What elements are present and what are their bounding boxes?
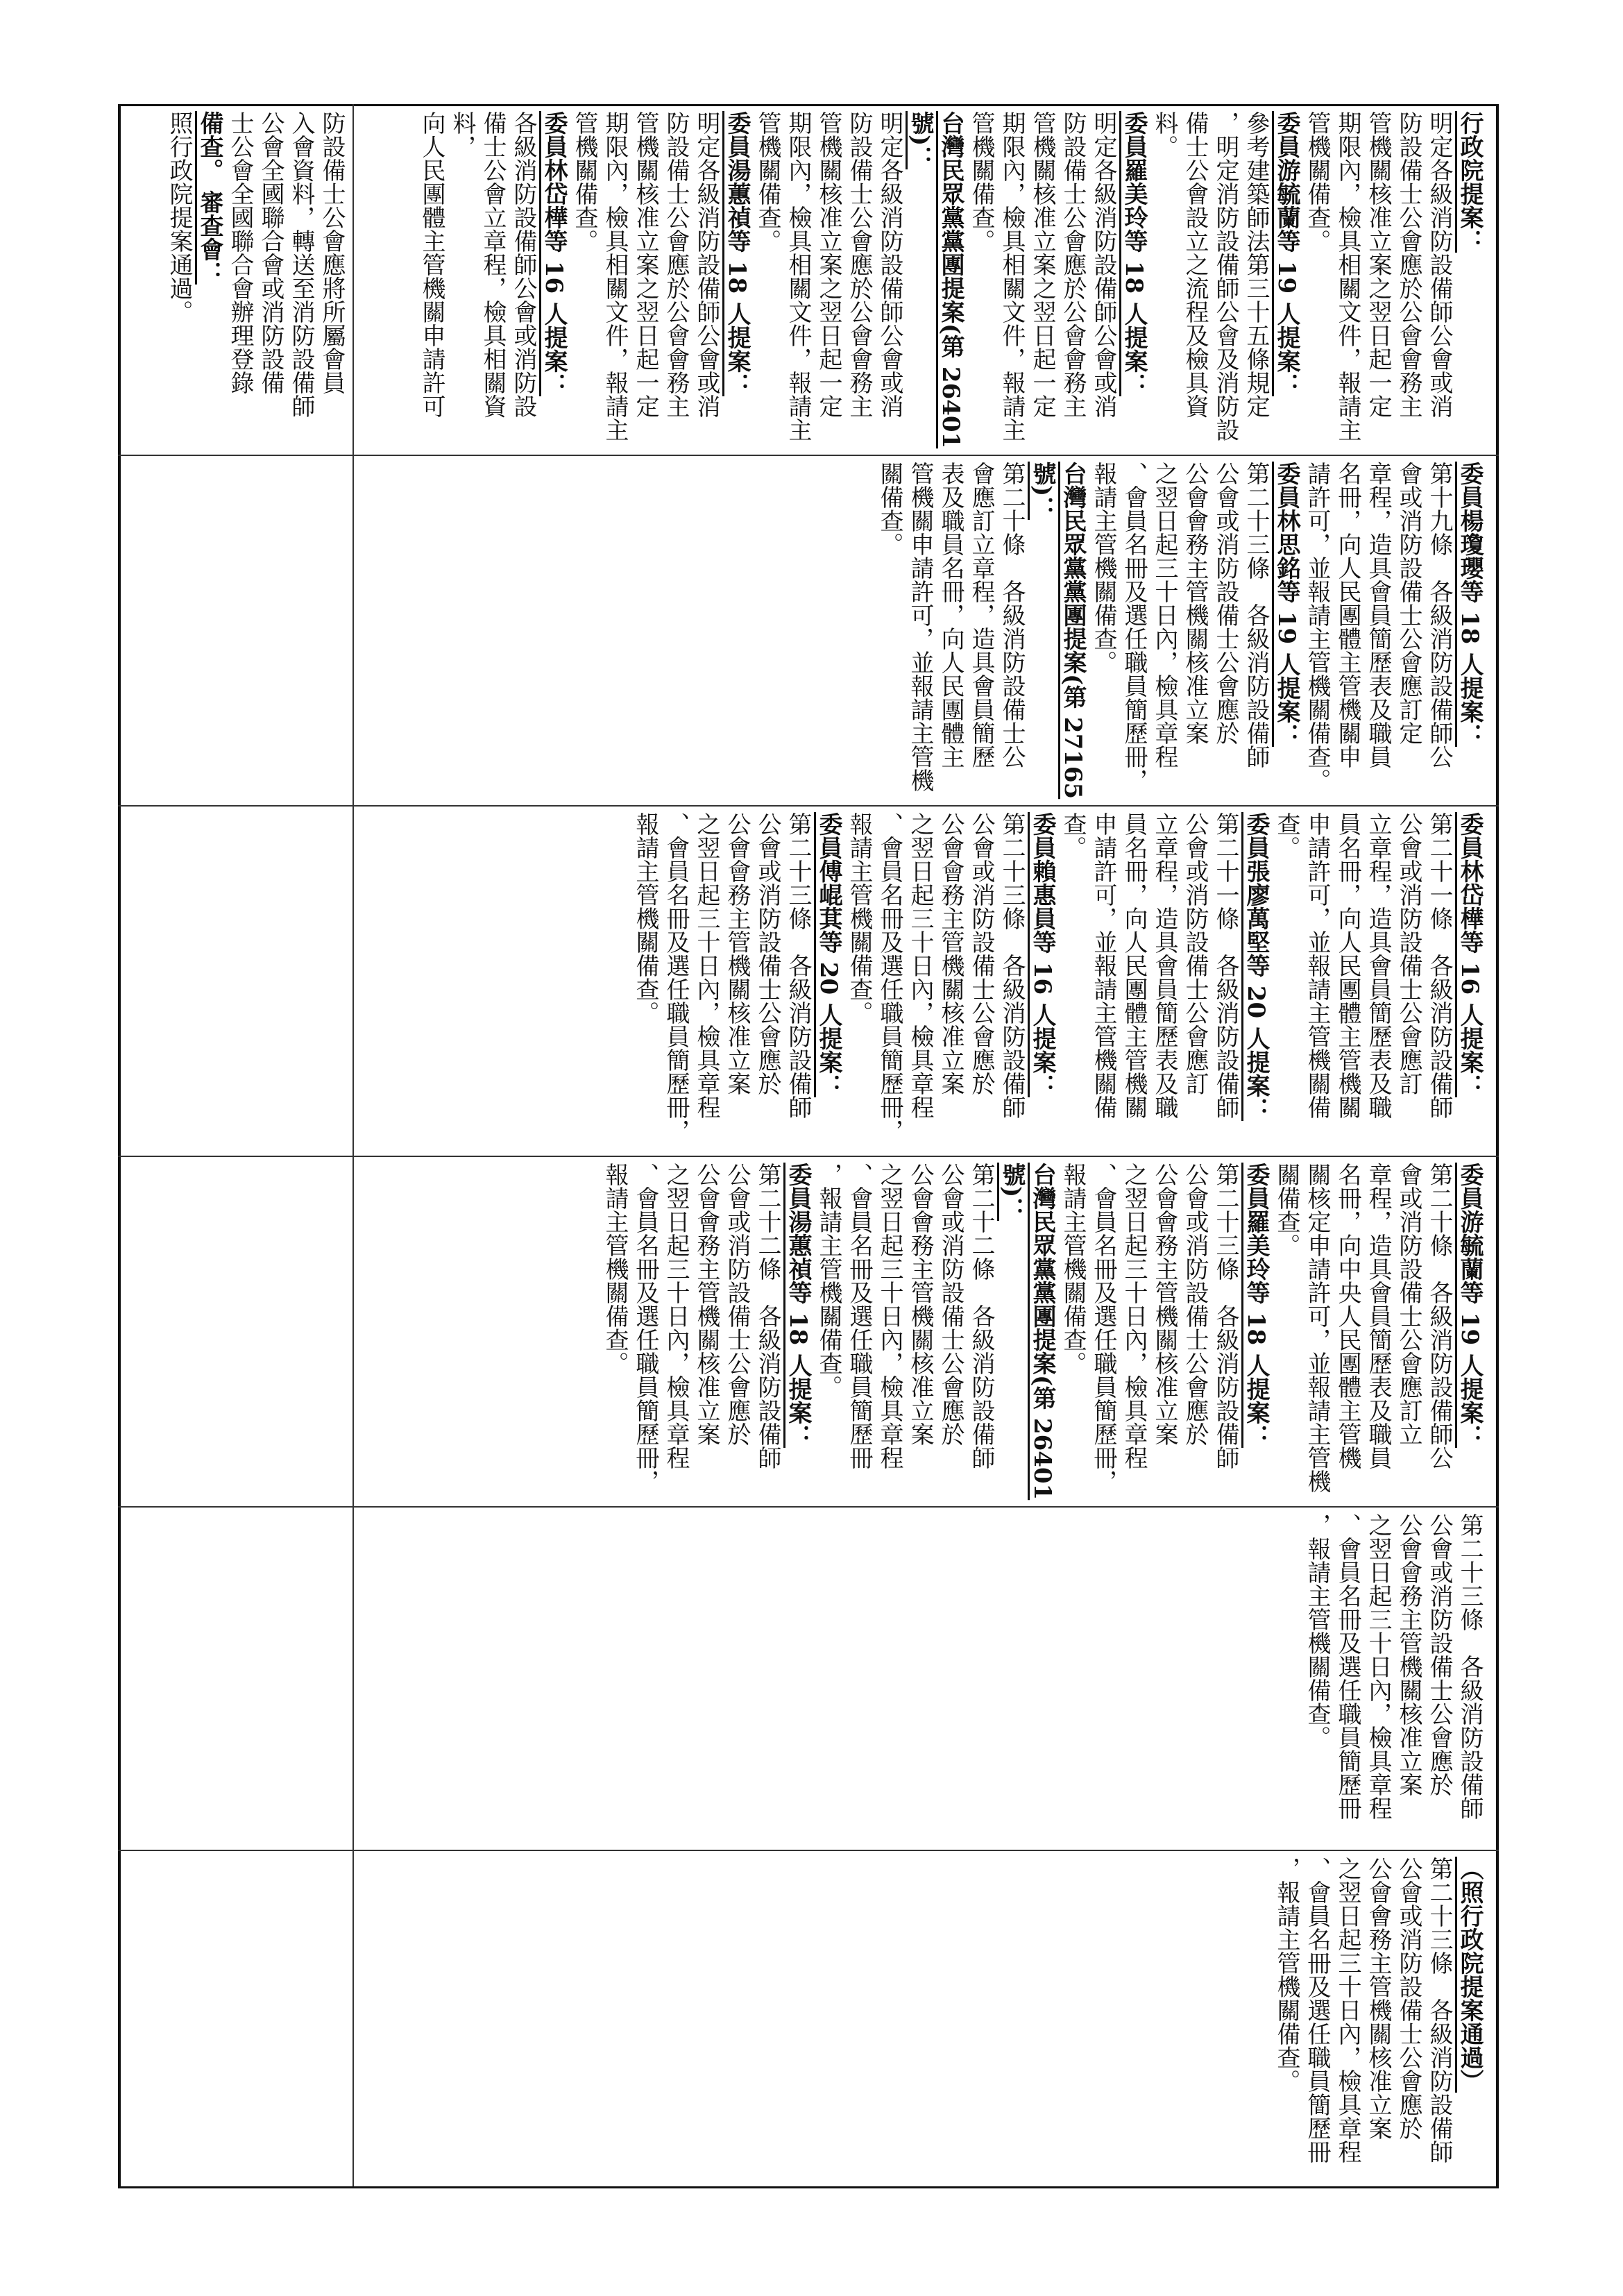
column-rule-5 bbox=[118, 1506, 1499, 1508]
band-c-content: 委員林岱樺等 16 人提案： 第二十一條 各級消防設備師 公會或消防設備士公會應訂 立章程，造具會員簡歷表及職 員名冊，向人民團體主管機關 申請許可，並報請主管機關備查。 委員張廖萬堅等 20 人提案： 第二十一條 各級消防設備師 公會或消防設備士公會應訂 立章程，造具會員簡歷表及職 員名冊，向人民團體主管機關 申請許可，並報請主管機關備 查。 委員賴惠員等 16 人提案： 第二十三條 各級消防設備師 公會或消防設備士公會應於 公會會務主管機關核准立案 之翌日起三十日內，檢具章程 、會員名冊及選任職員簡歷冊，報請主管機關備查。 委員傅崐萁等 20 人提案： 第二十三條 各級消防設備師 公會或消防設備士公會應於 公會會務主管機關核准立案 之翌日起三十日內，檢具章程 、會員名冊及選任職員簡歷冊，報請主管機關備查。 bbox=[631, 812, 1484, 1142]
band-a-row1: 防設備士公會應將所屬會員 入會資料，轉送至消防設備師 公會全國聯合會或消防設備 士公會全國聯合會辦理登錄 備查。 審查會： 照行政院提案通過。 bbox=[165, 111, 346, 418]
band-d-content: 委員游毓蘭等 19 人提案： 第二十條 各級消防設備師公 會或消防設備士公會應訂立 章程，造具會員簡歷表及職員 名冊，向中央人民團體主管機 關核定申請許可，並報請主管機關備查。 委員羅美玲等 18 人提案： 第二十三條 各級消防設備師 公會或消防設備士公會應於 公會會務主管機關核准立案 之翌日起三十日內，檢具章程 、會員名冊及選任職員簡歷冊，報請主管機關備查。 台灣民眾黨黨團提案(第 26401 號)： 第二十二條 各級消防設備師 公會或消防設備士公會應於 公會會務主管機關核准立案 之翌日起三十日內，檢具章程 、會員名冊及選任職員簡歷冊 ，報請主管機關備查。 委員湯蕙禎等 18 人提案： 第二十二條 各級消防設備師 公會或消防設備士公會應於 公會會務主管機關核准立案 之翌日起三十日內，檢具章程 、會員名冊及選任職員簡歷冊，報請主管機關備查。 bbox=[601, 1163, 1484, 1501]
frame-right-rule bbox=[1496, 104, 1499, 2186]
column-rule-4 bbox=[118, 1156, 1499, 1157]
column-rule-1 bbox=[118, 104, 1499, 106]
column-rule-3 bbox=[118, 805, 1499, 807]
column-rule-7 bbox=[118, 2186, 1499, 2188]
band-a-row2: 行政院提案： 明定各級消防設備師公會或消 防設備士公會應於公會會務主 管機關核准立案之翌日起一定 期限內，檢具相關文件，報請主 管機關備查。 委員游毓蘭等 19 人提案： 參考建築師法第三十五條規定 ，明定消防設備師公會及消防設 備士公會設立之流程及檢具資料。 委員羅美玲等 18 人提案： 明定各級消防設備師公會或消 防設備士公會應於公會會務主 管機關核准立案之翌日起一定 期限內，檢具相關文件，報請主管機關備查。 台灣民眾黨黨團提案(第 26401 號)： 明定各級消防設備師公會或消 防設備士公會應於公會會務主 管機關核准立案之翌日起一定 期限內，檢具相關文件，報請主管機關備查。 委員湯蕙禎等 18 人提案： 明定各級消防設備師公會或消 防設備士公會應於公會會務主 管機關核准立案之翌日起一定 期限內，檢具相關文件，報請主管機關備查。 委員林岱樺等 16 人提案： 各級消防設備師公會或消防設 備士公會立章程，檢具相關資料， 向人民團體主管機關申請許可 bbox=[418, 111, 1484, 449]
column-rule-2 bbox=[118, 455, 1499, 456]
frame-left-rule bbox=[118, 104, 121, 2186]
band-b-content: 委員楊瓊瓔等 18 人提案： 第十九條 各級消防設備師公 會或消防設備士公會應訂定 章程，造具會員簡歷表及職員 名冊，向人民團體主管機關申 請許可，並報請主管機關備查。 委員林思銘等 19 人提案： 第二十三條 各級消防設備師 公會或消防設備士公會應於 公會會務主管機關核准立案 之翌日起三十日內，檢具章程 、會員名冊及選任職員簡歷冊，報請主管機關備查。 台灣民眾黨黨團提案(第 27165 號)： 第二十條 各級消防設備士公 會應訂立章程，造具會員簡歷 表及職員名冊，向人民團體主 管機關申請許可，並報請主管機關備查。 bbox=[876, 462, 1484, 800]
band-f-content: （照行政院提案通過） 第二十三條 各級消防設備師 公會或消防設備士公會應於 公會會務主管機關核准立案 之翌日起三十日內，檢具章程 、會員名冊及選任職員簡歷冊 ，報請主管機關備查。 bbox=[1273, 1857, 1484, 2163]
band-e-content: 第二十三條 各級消防設備師 公會或消防設備士公會應於 公會會務主管機關核准立案 之翌日起三十日內，檢具章程 、會員名冊及選任職員簡歷冊 ，報請主管機關備查。 bbox=[1303, 1513, 1484, 1820]
column-rule-6 bbox=[118, 1850, 1499, 1851]
row-divider bbox=[352, 104, 354, 2186]
